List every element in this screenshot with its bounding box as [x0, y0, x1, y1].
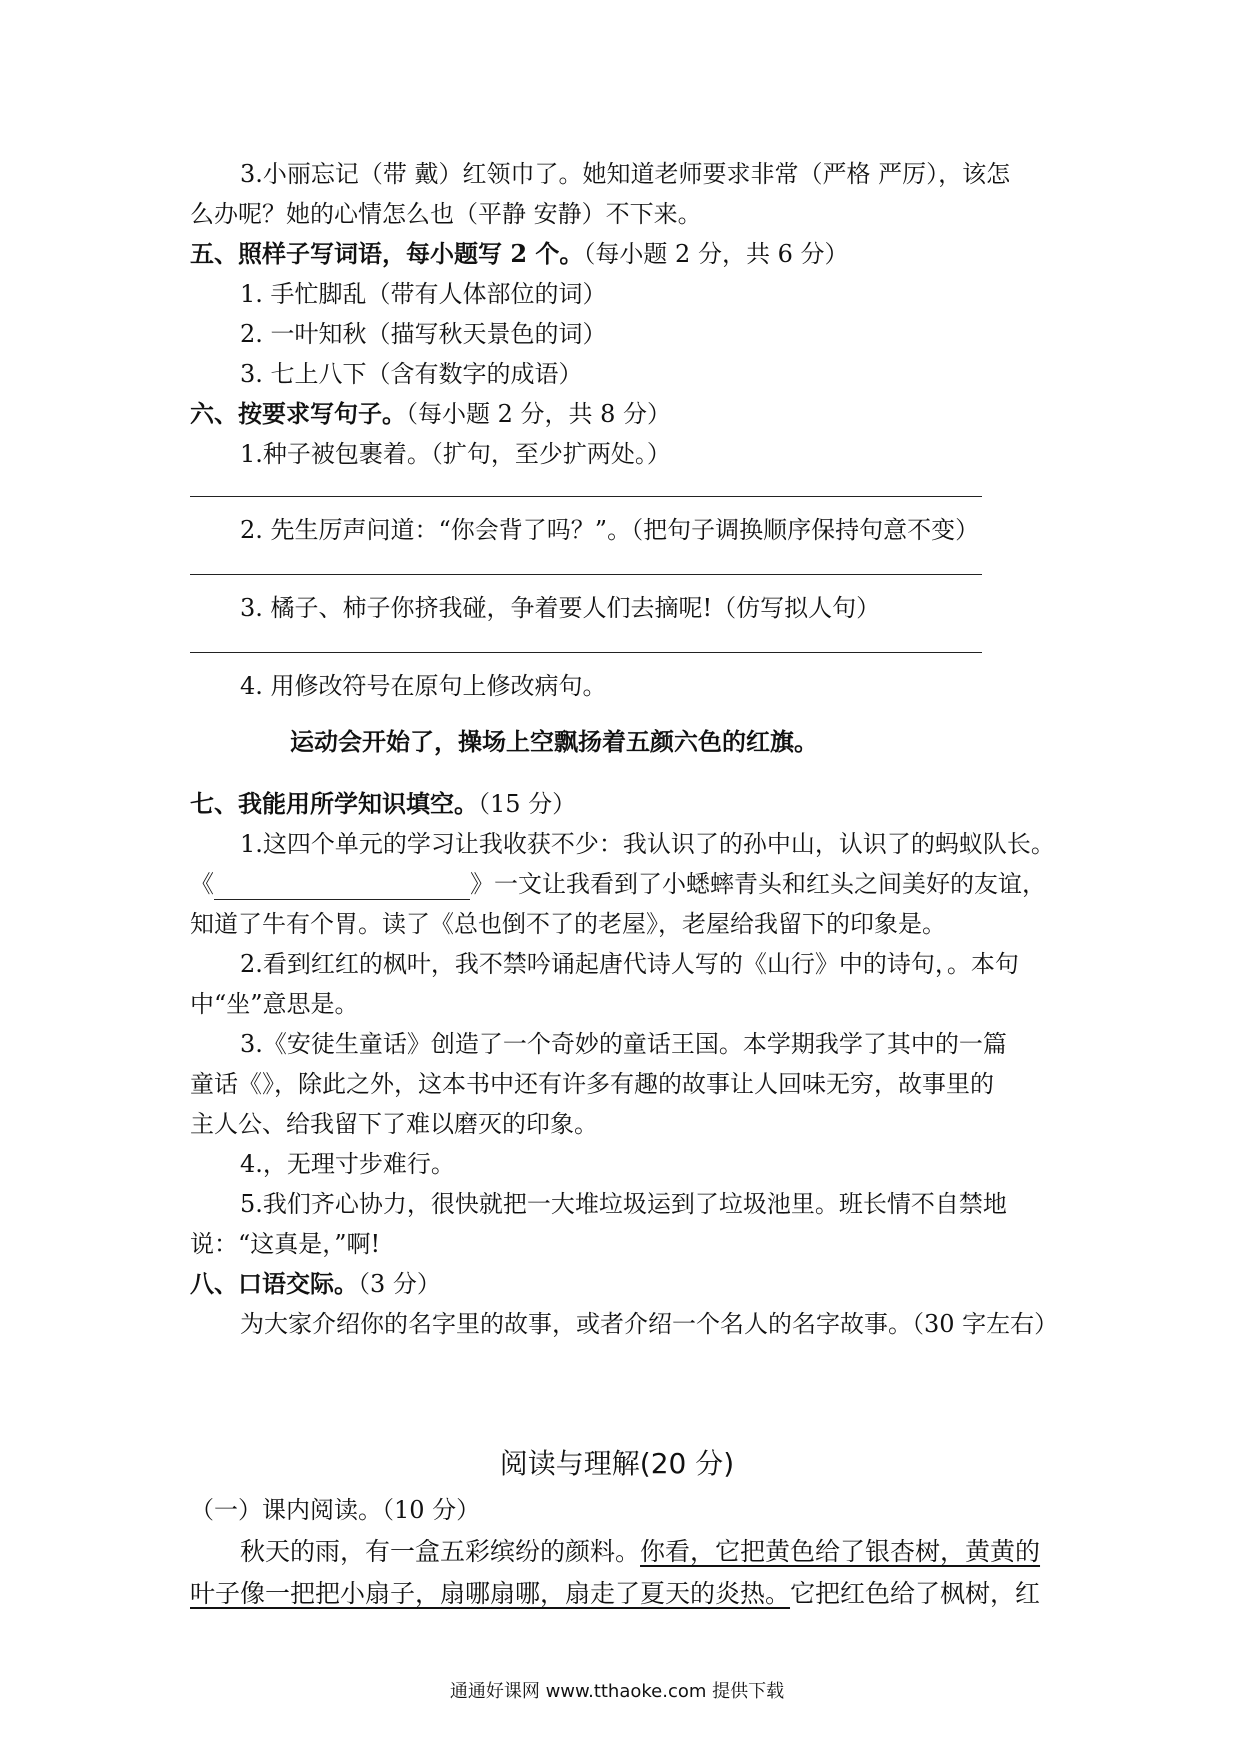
- section7-line1: 1.这四个单元的学习让我收获不少：我认识了的孙中山，认识了的蚂蚁队长。: [240, 830, 1055, 858]
- section7-score: （15 分）: [478, 790, 577, 818]
- section6-q3: 3. 橘子、柿子你挤我碰，争着要人们去摘呢!（仿写拟人句）: [240, 594, 881, 622]
- section6-heading: [190, 398, 671, 430]
- section7-line7: 童话《》，除此之外，这本书中还有许多有趣的故事让人回味无穷，故事里的: [190, 1070, 994, 1098]
- section6-q1: 1.种子被包裹着。（扩句，至少扩两处。）: [240, 440, 671, 468]
- section8-heading: [190, 1268, 441, 1300]
- section6-title: 六、按要求写句子。: [190, 399, 406, 428]
- section5-score: （每小题 2 分，共 6 分）: [583, 240, 849, 268]
- reading-subheading: （一）课内阅读。（10 分）: [190, 1496, 481, 1524]
- section8-title: 八、口语交际。: [190, 1269, 358, 1298]
- section7-line9: 4.，无理寸步难行。: [240, 1150, 455, 1178]
- section7-title: 七、我能用所学知识填空。: [190, 789, 478, 818]
- sick-sentence: 运动会开始了，操场上空飘扬着五颜六色的红旗。: [290, 727, 818, 756]
- book-open-mark: 《: [190, 870, 214, 898]
- section6-score: （每小题 2 分，共 8 分）: [406, 400, 672, 428]
- q4-3-line2: 么办呢？她的心情怎么也（平静 安静）不下来。: [190, 200, 702, 228]
- passage-plain-1: 秋天的雨，有一盒五彩缤纷的颜料。: [240, 1537, 641, 1566]
- reading-title: 阅读与理解(20 分): [499, 1447, 735, 1480]
- section6-q4: 4. 用修改符号在原句上修改病句。: [240, 672, 607, 700]
- section7-line2-text: 一文让我看到了小蟋蟀青头和红头之间美好的友谊，: [494, 870, 1046, 898]
- reading-passage-line2: [190, 1578, 1040, 1610]
- section7-line6: 3.《安徒生童话》创造了一个奇妙的童话王国。本学期我学了其中的一篇: [240, 1030, 1007, 1058]
- section8-score: （3 分）: [358, 1270, 441, 1298]
- passage-underlined-2: 叶子像一把把小扇子，扇哪扇哪，扇走了夏天的炎热。: [190, 1579, 791, 1608]
- q4-3-line1: 3.小丽忘记（带 戴）红领巾了。她知道老师要求非常（严格 严厉），该怎: [240, 160, 1011, 188]
- passage-plain-2: 它把红色给了枫树，红: [790, 1579, 1041, 1608]
- answer-line-1[interactable]: [190, 496, 982, 497]
- section5-title: 五、照样子写词语，每小题写 2 个。: [190, 239, 584, 268]
- section7-line3: 知道了牛有个胃。读了《总也倒不了的老屋》，老屋给我留下的印象是。: [190, 910, 946, 938]
- answer-line-3[interactable]: [190, 652, 982, 653]
- section7-line8: 主人公、给我留下了难以磨灭的印象。: [190, 1110, 598, 1138]
- passage-underlined-1: 你看，它把黄色给了银杏树，黄黄的: [640, 1537, 1041, 1566]
- section5-item-3: 3. 七上八下（含有数字的成语）: [240, 360, 583, 388]
- section7-heading: [190, 788, 576, 820]
- footer-watermark: 通通好课网 www.tthaoke.com 提供下载: [449, 1681, 785, 1702]
- section7-line2: [190, 868, 1046, 900]
- section7-line10: 5.我们齐心协力，很快就把一大堆垃圾运到了垃圾池里。班长情不自禁地: [240, 1190, 1007, 1218]
- section5-heading: [190, 238, 848, 270]
- title-fill-blank[interactable]: [214, 873, 470, 900]
- section5-item-1: 1. 手忙脚乱（带有人体部位的词）: [240, 280, 607, 308]
- section8-prompt: 为大家介绍你的名字里的故事，或者介绍一个名人的名字故事。（30 字左右）: [240, 1310, 1059, 1338]
- section6-q2: 2. 先生厉声问道：“你会背了吗？”。（把句子调换顺序保持句意不变）: [240, 516, 980, 544]
- section7-line4: 2.看到红红的枫叶，我不禁吟诵起唐代诗人写的《山行》中的诗句，。本句: [240, 950, 1019, 978]
- section7-line5: 中“坐”意思是。: [190, 990, 359, 1018]
- book-close-mark: 》: [470, 870, 494, 898]
- reading-passage-line1: [240, 1536, 1040, 1568]
- section5-item-2: 2. 一叶知秋（描写秋天景色的词）: [240, 320, 607, 348]
- section7-line11: 说：“这真是，”啊!: [190, 1230, 381, 1258]
- answer-line-2[interactable]: [190, 574, 982, 575]
